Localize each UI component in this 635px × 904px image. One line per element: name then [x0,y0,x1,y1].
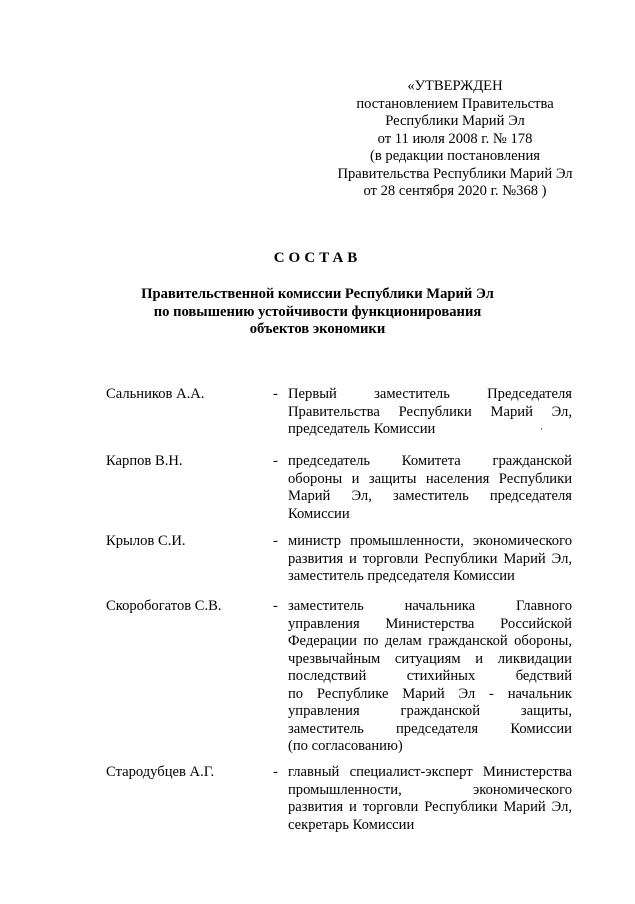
role-line: заместитель председателя Комиссии [288,568,515,584]
role-line: Федерации по делам гражданской обороны, [288,633,572,649]
role-line: управления гражданской защиты, [288,703,572,719]
member-name: Стародубцев А.Г. [106,764,215,780]
subtitle-line: Правительственной комиссии Республики Марий Эл [141,286,494,302]
member-role [288,598,572,756]
approval-line: Республики Марий Эл [385,113,525,129]
role-line: чрезвычайным ситуациям и ликвидации [288,650,572,667]
approval-line: «УТВЕРЖДЕН [407,78,503,94]
approval-line: Правительства Республики Марий Эл [337,165,573,182]
role-line: (по согласованию) [288,738,403,754]
member-role [288,453,572,523]
member-name: Скоробогатов С.В. [106,598,222,614]
role-line: председатель Комиссии [288,421,436,437]
role-line: секретарь Комиссии [288,816,415,833]
member-role [288,533,572,586]
subtitle-line: по повышению устойчивости функционирования [153,303,482,320]
role-line: председатель Комитета гражданской [288,453,572,469]
role-line: Правительства Республики Марий Эл, [288,403,572,420]
approval-line: от 28 сентября 2020 г. №368 ) [363,183,547,199]
document-subtitle [0,286,635,339]
role-line: главный специалист-эксперт Министерства [288,764,572,780]
member-name: Сальников А.А. [106,386,205,402]
member-dash: - [273,764,278,780]
approval-block [330,78,580,201]
subtitle-line: объектов экономики [249,321,386,337]
approval-line: постановлением Правительства [356,95,554,112]
member-name: Карпов В.Н. [106,453,183,469]
member-role [288,386,572,439]
role-line: развития и торговли Республики Марий Эл, [288,550,572,567]
role-line: заместитель начальника Главного [288,598,572,614]
member-dash: - [273,533,278,549]
role-line: Марий Эл, заместитель председателя [288,488,572,504]
role-line: промышленности, экономического [288,781,572,798]
approval-line: от 11 июля 2008 г. № 178 [377,130,533,147]
member-dash: - [273,453,278,469]
role-line: развития и торговли Республики Марий Эл, [288,799,572,815]
scan-speck [541,428,542,430]
role-line: Комиссии [288,505,350,522]
role-line: обороны и защиты населения Республики [288,470,572,487]
approval-line: (в редакции постановления [370,148,540,164]
role-line: последствий стихийных бедствий [288,668,572,684]
role-line: Первый заместитель Председателя [288,386,572,402]
role-line: управления Министерства Российской [288,615,572,632]
role-line: заместитель председателя Комиссии [288,720,572,737]
member-dash: - [273,386,278,402]
document-title: СОСТАВ [273,250,362,266]
role-line: по Республике Марий Эл - начальник [288,685,572,702]
member-name: Крылов С.И. [106,533,186,549]
member-dash: - [273,598,278,614]
member-role [288,764,572,834]
role-line: министр промышленности, экономического [288,533,572,549]
